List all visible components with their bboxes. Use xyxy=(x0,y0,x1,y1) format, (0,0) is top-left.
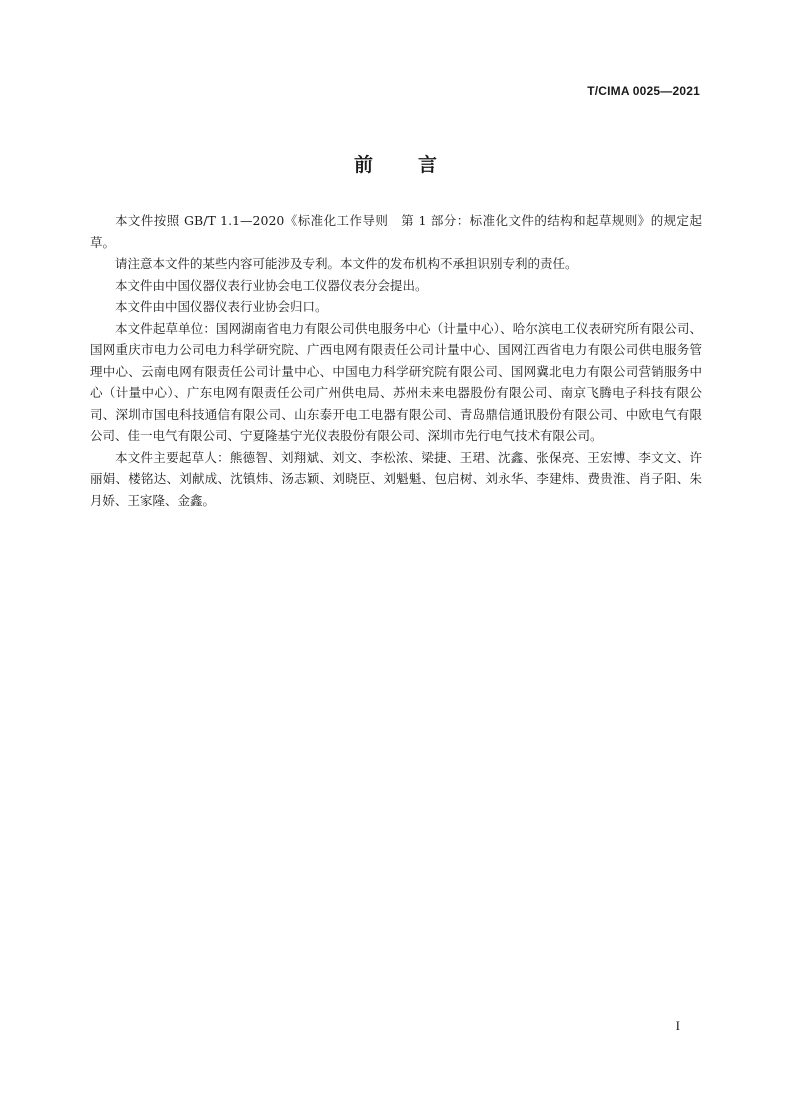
title-char-2: 言 xyxy=(418,154,439,176)
title-char-1: 前 xyxy=(353,154,374,176)
paragraph-drafters: 本文件主要起草人：熊德智、刘翔斌、刘文、李松浓、梁捷、王珺、沈鑫、张保亮、王宏博、李文文、许丽娟、楼铭达、刘献成、沈镇炜、汤志颖、刘晓臣、刘魁魁、包启树、刘永华、李建炜、费贵淮、肖子阳、朱月娇、王家隆、金鑫。 xyxy=(90,449,702,508)
paragraph-proposer: 本文件由中国仪器仪表行业协会电工仪器仪表分会提出。 xyxy=(115,277,428,293)
paragraph-drafting-organizations: 本文件起草单位：国网湖南省电力有限公司供电服务中心（计量中心）、哈尔滨电工仪表研究所有限公司、国网重庆市电力公司电力科学研究院、广西电网有限责任公司计量中心、国网江西省电力有限公司供电服务管理中心、云南电网有限责任公司计量中心、中国电力科学研究院有限公司、国网冀北电力有限公司营销服务中心（计量中心）、广东电网有限责任公司广州供电局、苏州未来电器股份有限公司、南京飞腾电子科技有限公司、深圳市国电科技通信有限公司、山东泰开电工电器有限公司、青岛鼎信通讯股份有限公司、中欧电气有限公司、佳一电气有限公司、宁夏隆基宁光仪表股份有限公司、深圳市先行电气技术有限公司。 xyxy=(90,320,702,443)
paragraph-patent-notice: 请注意本文件的某些内容可能涉及专利。本文件的发布机构不承担识别专利的责任。 xyxy=(115,256,578,271)
standard-code: T/CIMA 0025—2021 xyxy=(587,84,700,98)
paragraph-administrator: 本文件由中国仪器仪表行业协会归口。 xyxy=(115,299,328,314)
paragraph-drafting-rules: 本文件按照 GB/T 1.1—2020《标准化工作导则 第 1 部分：标准化文件的结构和起草规则》的规定起草。 xyxy=(90,213,702,250)
page-title xyxy=(0,150,792,177)
page-number: I xyxy=(675,1018,680,1033)
foreword-body xyxy=(90,210,702,511)
